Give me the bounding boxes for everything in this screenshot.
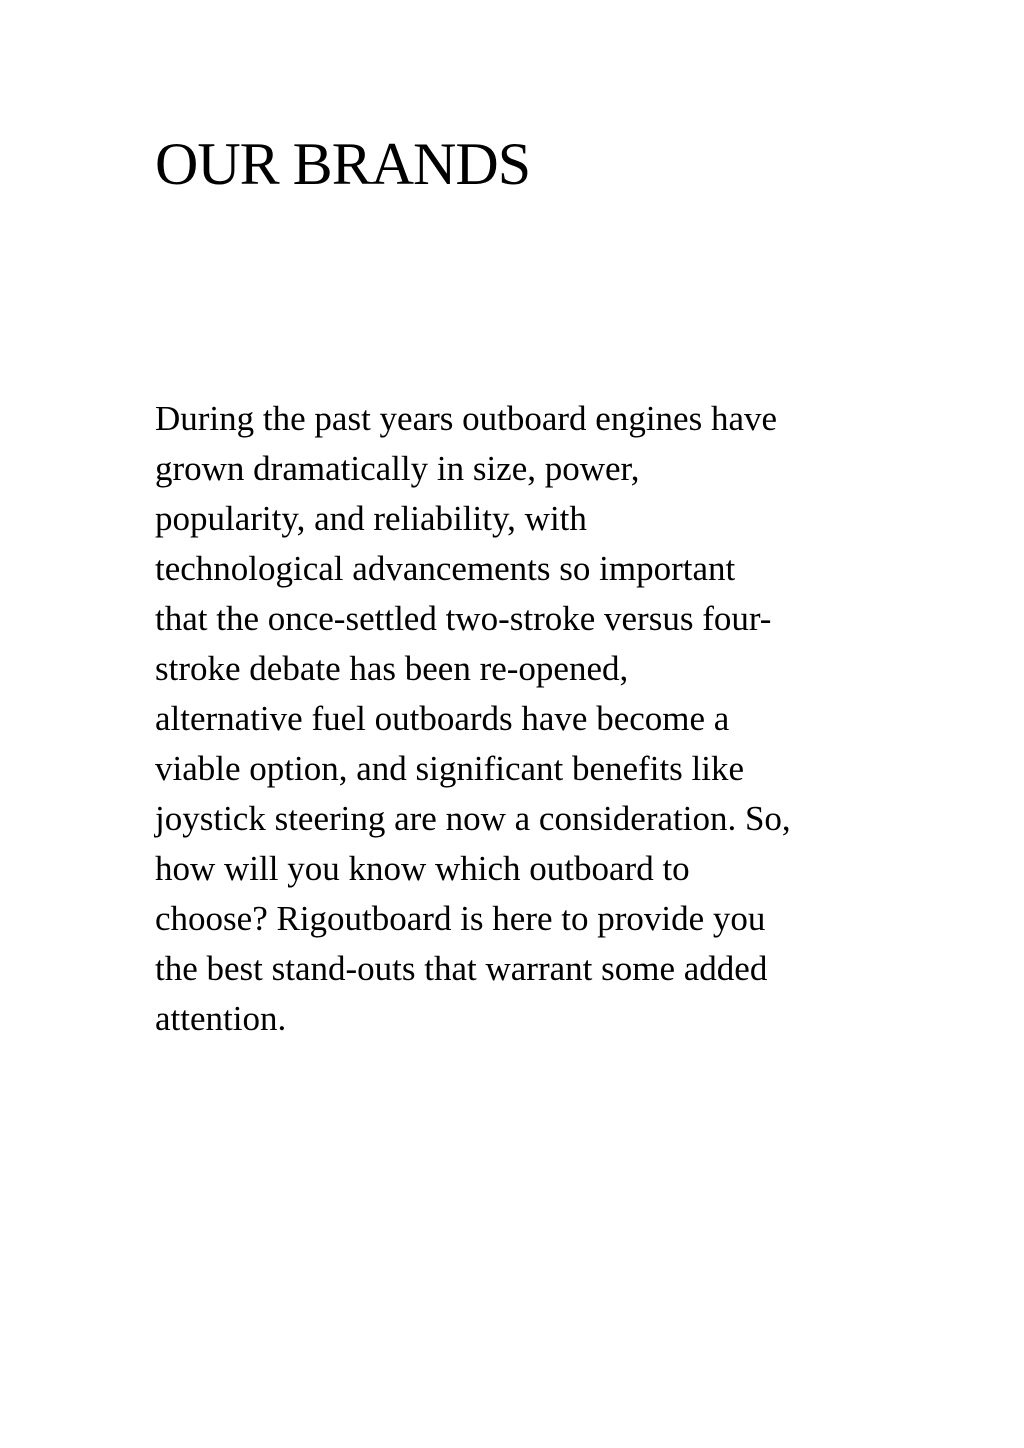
paragraph-line: viable option, and significant benefits like	[155, 749, 745, 788]
paragraph-line: grown dramatically in size, power,	[155, 449, 640, 488]
paragraph-line: how will you know which outboard to	[155, 849, 690, 888]
paragraph-line: technological advancements so important	[155, 549, 736, 588]
paragraph-line: alternative fuel outboards have become a	[155, 699, 730, 738]
page-title: OUR BRANDS	[155, 131, 531, 197]
paragraph-line: During the past years outboard engines have	[155, 399, 778, 438]
intro-paragraph	[155, 394, 875, 1044]
paragraph-line: that the once-settled two-stroke versus four-	[155, 599, 772, 638]
paragraph-line: popularity, and reliability, with	[155, 499, 587, 538]
paragraph-line: joystick steering are now a consideration. So,	[155, 799, 791, 838]
paragraph-line: choose? Rigoutboard is here to provide you	[155, 899, 766, 938]
paragraph-line: the best stand-outs that warrant some added	[155, 949, 768, 988]
paragraph-line: attention.	[155, 999, 287, 1038]
paragraph-line: stroke debate has been re-opened,	[155, 649, 629, 688]
